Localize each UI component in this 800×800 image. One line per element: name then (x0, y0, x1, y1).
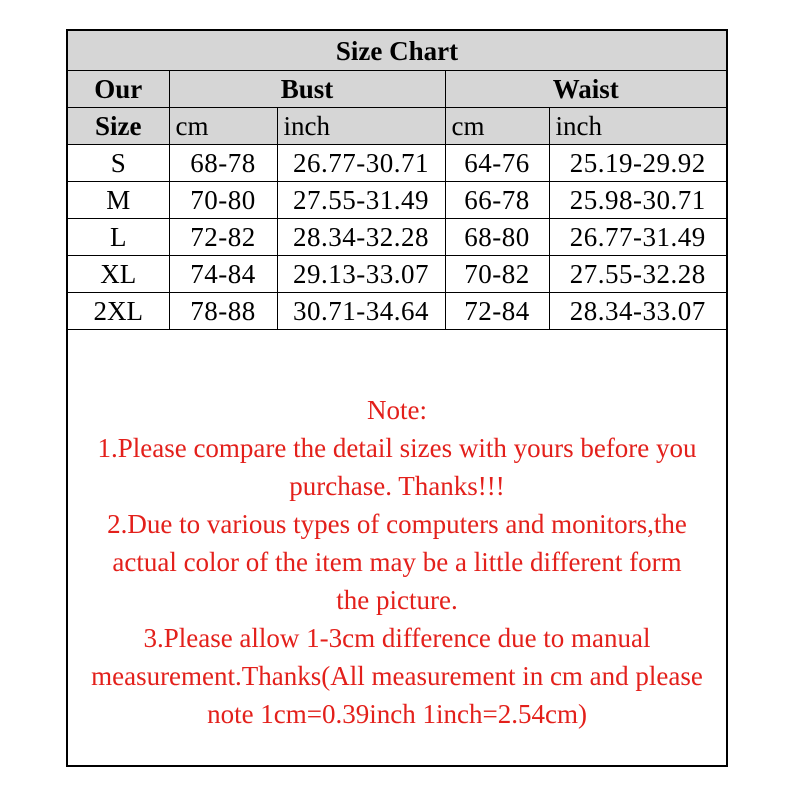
table-row (68, 145, 726, 182)
bust-inch-header: inch (277, 108, 445, 145)
table-title: Size Chart (68, 31, 726, 71)
waist-inch-cell: 27.55-32.28 (549, 256, 726, 293)
our-size-header-top: Our (68, 71, 169, 108)
size-chart-table (68, 31, 726, 330)
table-row (68, 219, 726, 256)
bust-inch-cell: 30.71-34.64 (277, 293, 445, 330)
waist-inch-header: inch (549, 108, 726, 145)
size-cell: S (68, 145, 169, 182)
table-row (68, 293, 726, 330)
note-line: 3.Please allow 1-3cm difference due to manual (143, 623, 651, 653)
table-row (68, 182, 726, 219)
our-size-header-bottom: Size (68, 108, 169, 145)
waist-cm-cell: 64-76 (445, 145, 549, 182)
waist-cm-header: cm (445, 108, 549, 145)
title-row (68, 31, 726, 71)
bust-cm-cell: 74-84 (169, 256, 277, 293)
waist-inch-cell: 26.77-31.49 (549, 219, 726, 256)
note-line: note 1cm=0.39inch 1inch=2.54cm) (207, 699, 587, 729)
bust-header: Bust (169, 71, 445, 108)
note-block (68, 391, 726, 733)
bust-cm-cell: 72-82 (169, 219, 277, 256)
waist-inch-cell: 25.98-30.71 (549, 182, 726, 219)
bust-inch-cell: 27.55-31.49 (277, 182, 445, 219)
size-chart-sheet (66, 29, 728, 767)
size-cell: L (68, 219, 169, 256)
bust-cm-cell: 70-80 (169, 182, 277, 219)
waist-cm-cell: 70-82 (445, 256, 549, 293)
waist-inch-cell: 25.19-29.92 (549, 145, 726, 182)
bust-inch-cell: 29.13-33.07 (277, 256, 445, 293)
waist-cm-cell: 72-84 (445, 293, 549, 330)
header-row-2 (68, 108, 726, 145)
note-heading: Note: (367, 395, 427, 425)
bust-inch-cell: 26.77-30.71 (277, 145, 445, 182)
note-line: actual color of the item may be a little different form (112, 547, 682, 577)
size-cell: M (68, 182, 169, 219)
bust-cm-cell: 68-78 (169, 145, 277, 182)
bust-inch-cell: 28.34-32.28 (277, 219, 445, 256)
waist-cm-cell: 66-78 (445, 182, 549, 219)
size-cell: XL (68, 256, 169, 293)
bust-cm-cell: 78-88 (169, 293, 277, 330)
note-line: the picture. (336, 585, 458, 615)
note-line: 2.Due to various types of computers and monitors,the (107, 509, 687, 539)
table-row (68, 256, 726, 293)
note-line: purchase. Thanks!!! (289, 471, 505, 501)
note-line: measurement.Thanks(All measurement in cm and please (91, 661, 703, 691)
waist-header: Waist (445, 71, 726, 108)
note-line: 1.Please compare the detail sizes with yours before you (97, 433, 697, 463)
bust-cm-header: cm (169, 108, 277, 145)
header-row-1 (68, 71, 726, 108)
size-cell: 2XL (68, 293, 169, 330)
waist-inch-cell: 28.34-33.07 (549, 293, 726, 330)
waist-cm-cell: 68-80 (445, 219, 549, 256)
